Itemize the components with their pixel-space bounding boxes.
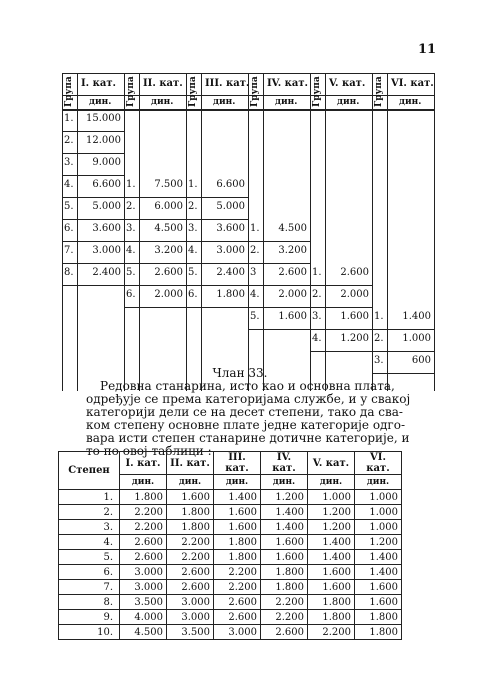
amount-cell: 1.000	[355, 490, 402, 505]
group-amount: 5.000	[92, 201, 121, 212]
table-rule	[434, 73, 435, 391]
amount-cell: 2.200	[261, 595, 308, 610]
category-header: III. кат.	[214, 452, 261, 475]
amount-cell: 1.400	[355, 550, 402, 565]
group-amount: 3.000	[92, 245, 121, 256]
group-number: 7.	[64, 245, 74, 256]
unit-label: дин.	[355, 475, 402, 490]
group-number: 4.	[250, 289, 260, 300]
category-header: II. кат.	[143, 78, 183, 89]
group-amount: 2.600	[154, 267, 183, 278]
amount-cell: 1.800	[167, 505, 214, 520]
amount-cell: 1.400	[355, 565, 402, 580]
amount-cell: 1.800	[214, 550, 261, 565]
category-header: V. кат.	[308, 452, 355, 475]
category-header: II. кат.	[167, 452, 214, 475]
amount-cell: 1.600	[355, 580, 402, 595]
group-amount: 3.200	[278, 245, 307, 256]
amount-cell: 2.200	[167, 535, 214, 550]
group-amount: 3.600	[92, 223, 121, 234]
group-number: 2.	[126, 201, 136, 212]
category-header: IV. кат.	[267, 78, 309, 89]
group-amount: 3.000	[216, 245, 245, 256]
amount-cell: 2.200	[120, 520, 167, 535]
amount-cell: 2.200	[214, 565, 261, 580]
group-number: 3	[250, 267, 257, 278]
group-number: 4.	[126, 245, 136, 256]
group-amount: 5.000	[216, 201, 245, 212]
paragraph-line: то по овој таблици :	[86, 444, 212, 458]
group-header: Група	[64, 76, 74, 107]
row-rule	[62, 197, 124, 198]
paragraph-line: одређује се према категоријама службе, и у свакој	[86, 392, 411, 406]
group-number: 2.	[250, 245, 260, 256]
amount-cell: 1.600	[261, 535, 308, 550]
amount-cell: 1.800	[261, 565, 308, 580]
group-number: 6.	[188, 289, 198, 300]
table-row	[59, 610, 402, 625]
category-header: V. кат.	[329, 78, 366, 89]
group-amount: 1.200	[340, 333, 369, 344]
amount-cell: 1.000	[355, 520, 402, 535]
unit-label: дин.	[275, 97, 298, 107]
grade-cell: 4.	[59, 535, 120, 550]
grade-cell: 8.	[59, 595, 120, 610]
group-amount: 1.600	[278, 311, 307, 322]
paragraph-line: вара исти степен станарине дотичне категорије, и	[86, 431, 410, 445]
group-header: Група	[312, 76, 322, 107]
row-rule	[310, 285, 372, 286]
amount-cell: 1.600	[214, 520, 261, 535]
amount-cell: 1.000	[355, 505, 402, 520]
row-rule	[124, 197, 186, 198]
amount-cell: 1.800	[308, 595, 355, 610]
amount-cell: 2.600	[120, 550, 167, 565]
unit-label: дин.	[261, 475, 308, 490]
grade-header: Степен	[59, 452, 120, 490]
unit-label: дин.	[120, 475, 167, 490]
amount-cell: 3.500	[167, 625, 214, 640]
table-rule	[62, 73, 63, 391]
category-header: VI. кат.	[355, 452, 402, 475]
amount-cell: 3.000	[120, 580, 167, 595]
grade-cell: 6.	[59, 565, 120, 580]
row-rule	[62, 219, 124, 220]
amount-cell: 1.400	[261, 505, 308, 520]
amount-cell: 2.600	[167, 580, 214, 595]
paragraph-line: категорији дели се на десет степени, тако да сва-	[86, 405, 403, 419]
amount-cell: 1.200	[355, 535, 402, 550]
group-amount: 6.600	[92, 179, 121, 190]
group-number: 1.	[312, 267, 322, 278]
group-amount: 600	[411, 355, 431, 366]
group-number: 4.	[64, 179, 74, 190]
table-row	[59, 535, 402, 550]
amount-cell: 1.800	[355, 625, 402, 640]
amount-cell: 1.600	[214, 505, 261, 520]
row-rule	[310, 351, 372, 352]
amount-cell: 2.200	[120, 505, 167, 520]
group-number: 3.	[312, 311, 322, 322]
group-number: 5.	[188, 267, 198, 278]
group-header: Група	[188, 76, 198, 107]
group-number: 2.	[64, 135, 74, 146]
unit-label: дин.	[337, 97, 360, 107]
table-rule	[372, 73, 373, 391]
amount-cell: 1.400	[214, 490, 261, 505]
row-rule	[124, 263, 186, 264]
row-rule	[62, 285, 124, 286]
amount-cell: 2.600	[261, 625, 308, 640]
row-rule	[372, 351, 434, 352]
row-rule	[248, 263, 310, 264]
amount-cell: 1.600	[355, 595, 402, 610]
row-rule	[186, 241, 248, 242]
group-amount: 2.000	[154, 289, 183, 300]
amount-cell: 4.500	[120, 625, 167, 640]
group-number: 1.	[374, 311, 384, 322]
amount-cell: 1.600	[261, 550, 308, 565]
amount-cell: 1.800	[167, 520, 214, 535]
group-amount: 2.400	[92, 267, 121, 278]
group-number: 2.	[188, 201, 198, 212]
grade-cell: 5.	[59, 550, 120, 565]
amount-cell: 1.600	[308, 565, 355, 580]
amount-cell: 1.800	[120, 490, 167, 505]
group-amount: 2.000	[340, 289, 369, 300]
unit-label: дин.	[89, 97, 112, 107]
group-amount: 1.600	[340, 311, 369, 322]
group-header: Група	[126, 76, 136, 107]
table-row	[59, 550, 402, 565]
group-number: 5.	[64, 201, 74, 212]
row-rule	[248, 307, 310, 308]
group-amount: 6.000	[154, 201, 183, 212]
group-amount: 4.500	[154, 223, 183, 234]
amount-cell: 1.400	[308, 535, 355, 550]
amount-cell: 1.800	[308, 610, 355, 625]
page-number: 11	[418, 42, 437, 57]
row-rule	[248, 241, 310, 242]
row-rule	[310, 307, 372, 308]
group-header: Група	[250, 76, 260, 107]
unit-label: дин.	[167, 475, 214, 490]
group-amount: 3.200	[154, 245, 183, 256]
amount-cell: 2.600	[120, 535, 167, 550]
grade-cell: 3.	[59, 520, 120, 535]
paragraph-line: ком степену основне плате једне категорије одго-	[86, 418, 406, 432]
group-amount: 2.600	[340, 267, 369, 278]
amount-cell: 3.500	[120, 595, 167, 610]
group-number: 6.	[64, 223, 74, 234]
group-amount: 15.000	[86, 113, 121, 124]
group-number: 1.	[250, 223, 260, 234]
row-rule	[62, 241, 124, 242]
group-amount: 1.000	[402, 333, 431, 344]
amount-cell: 3.000	[167, 610, 214, 625]
table-row	[59, 520, 402, 535]
category-header: I. кат.	[120, 452, 167, 475]
amount-cell: 1.200	[308, 520, 355, 535]
amount-cell: 2.600	[167, 565, 214, 580]
group-amount: 2.600	[278, 267, 307, 278]
table-row	[59, 595, 402, 610]
table-row	[59, 580, 402, 595]
grade-cell: 9.	[59, 610, 120, 625]
amount-cell: 1.200	[261, 490, 308, 505]
amount-cell: 1.800	[214, 535, 261, 550]
row-rule	[186, 219, 248, 220]
group-amount: 2.000	[278, 289, 307, 300]
category-header: III. кат.	[205, 78, 250, 89]
table-rule	[124, 73, 125, 391]
article-heading: Члан 33.	[212, 366, 268, 380]
row-rule	[248, 329, 310, 330]
group-number: 4.	[188, 245, 198, 256]
amount-cell: 2.600	[214, 610, 261, 625]
group-header: Група	[374, 76, 384, 107]
amount-cell: 1.800	[261, 580, 308, 595]
row-rule	[372, 329, 434, 330]
row-rule	[62, 263, 124, 264]
grade-cell: 7.	[59, 580, 120, 595]
group-amount: 12.000	[86, 135, 121, 146]
unit-label: дин.	[399, 97, 422, 107]
group-number: 3.	[188, 223, 198, 234]
group-number: 1.	[126, 179, 136, 190]
amount-cell: 3.000	[167, 595, 214, 610]
group-amount: 9.000	[92, 157, 121, 168]
row-rule	[186, 307, 248, 308]
table-rule	[186, 73, 187, 391]
rent-grade-table	[58, 451, 402, 640]
unit-label: дин.	[308, 475, 355, 490]
group-amount: 4.500	[278, 223, 307, 234]
table-rule	[310, 73, 311, 391]
grade-cell: 10.	[59, 625, 120, 640]
table-row	[59, 625, 402, 640]
group-number: 3.	[64, 157, 74, 168]
category-header: IV. кат.	[261, 452, 308, 475]
unit-label: дин.	[213, 97, 236, 107]
amount-cell: 3.000	[120, 565, 167, 580]
amount-cell: 1.400	[308, 550, 355, 565]
amount-cell: 2.200	[167, 550, 214, 565]
row-rule	[186, 197, 248, 198]
group-number: 2.	[312, 289, 322, 300]
group-amount: 2.400	[216, 267, 245, 278]
amount-cell: 1.600	[167, 490, 214, 505]
table-rule	[248, 73, 249, 391]
row-rule	[124, 241, 186, 242]
row-rule	[62, 153, 124, 154]
group-number: 6.	[126, 289, 136, 300]
group-number: 8.	[64, 267, 74, 278]
amount-cell: 1.000	[308, 490, 355, 505]
group-amount: 7.500	[154, 179, 183, 190]
amount-cell: 2.200	[261, 610, 308, 625]
amount-cell: 2.200	[308, 625, 355, 640]
amount-cell: 1.600	[308, 580, 355, 595]
group-number: 1.	[64, 113, 74, 124]
group-amount: 1.400	[402, 311, 431, 322]
grade-cell: 1.	[59, 490, 120, 505]
category-header: VI. кат.	[391, 78, 434, 89]
amount-cell: 2.200	[214, 580, 261, 595]
row-rule	[124, 219, 186, 220]
row-rule	[124, 285, 186, 286]
group-number: 3.	[374, 355, 384, 366]
unit-label: дин.	[214, 475, 261, 490]
group-amount: 3.600	[216, 223, 245, 234]
group-number: 1.	[188, 179, 198, 190]
group-number: 4.	[312, 333, 322, 344]
amount-cell: 3.000	[214, 625, 261, 640]
amount-cell: 1.200	[308, 505, 355, 520]
amount-cell: 1.800	[355, 610, 402, 625]
amount-cell: 1.400	[261, 520, 308, 535]
group-amount: 6.600	[216, 179, 245, 190]
group-number: 5.	[126, 267, 136, 278]
row-rule	[248, 285, 310, 286]
group-number: 2.	[374, 333, 384, 344]
category-header: I. кат.	[81, 78, 117, 89]
table-row	[59, 490, 402, 505]
row-rule	[124, 307, 186, 308]
row-rule	[62, 131, 124, 132]
amount-cell: 4.000	[120, 610, 167, 625]
group-number: 3.	[126, 223, 136, 234]
amount-cell: 2.600	[214, 595, 261, 610]
group-number: 5.	[250, 311, 260, 322]
row-rule	[186, 263, 248, 264]
group-amount: 1.800	[216, 289, 245, 300]
row-rule	[310, 329, 372, 330]
article-paragraph	[86, 380, 438, 458]
row-rule	[62, 175, 124, 176]
paragraph-line: Редовна станарина, исто као и основна плата,	[100, 379, 395, 393]
unit-label: дин.	[151, 97, 174, 107]
row-rule	[186, 285, 248, 286]
table-row	[59, 505, 402, 520]
table-row	[59, 565, 402, 580]
grade-cell: 2.	[59, 505, 120, 520]
